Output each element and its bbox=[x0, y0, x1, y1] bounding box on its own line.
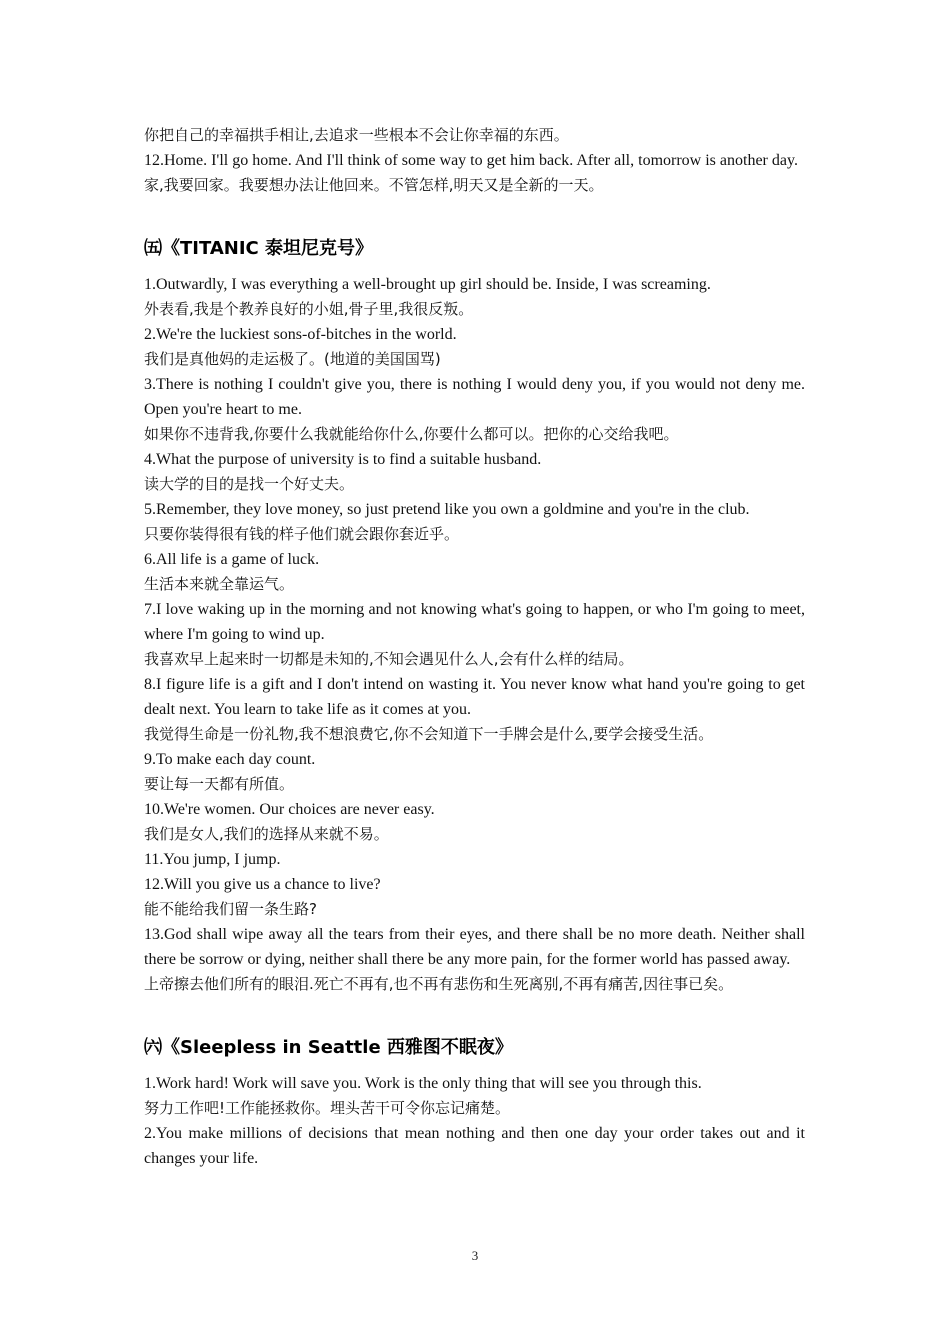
quote-chinese: 外表看,我是个教养良好的小姐,骨子里,我很反叛。 bbox=[144, 300, 474, 318]
paragraph: 12.Home. I'll go home. And I'll think of some way to get him back. After all, tomorrow is another day. bbox=[144, 152, 798, 169]
section-heading-titanic: ㈤《TITANIC 泰坦尼克号》 bbox=[144, 238, 374, 259]
quote-english: 3.There is nothing I couldn't give you, there is nothing I would deny you, if you would not deny me. Open you're heart to me. bbox=[144, 376, 805, 418]
quote-english: 9.To make each day count. bbox=[144, 751, 316, 768]
quote-chinese: 只要你装得很有钱的样子他们就会跟你套近乎。 bbox=[144, 525, 460, 543]
quote-english: 2.We're the luckiest sons-of-bitches in the world. bbox=[144, 326, 457, 343]
paragraph: 家,我要回家。我要想办法让他回来。不管怎样,明天又是全新的一天。 bbox=[144, 176, 604, 194]
section-sleepless-quotes bbox=[144, 1071, 805, 1171]
quote-english: 11.You jump, I jump. bbox=[144, 851, 281, 868]
quote-chinese: 要让每一天都有所值。 bbox=[144, 775, 295, 793]
quote-chinese: 我喜欢早上起来时一切都是未知的,不知会遇见什么人,会有什么样的结局。 bbox=[144, 650, 634, 668]
page-number: 3 bbox=[471, 1248, 479, 1263]
quote-english: 5.Remember, they love money, so just pretend like you own a goldmine and you're in the club. bbox=[144, 501, 750, 518]
quote-english: 10.We're women. Our choices are never easy. bbox=[144, 801, 435, 818]
quote-chinese: 能不能给我们留一条生路? bbox=[144, 900, 317, 918]
quote-chinese: 我觉得生命是一份礼物,我不想浪费它,你不会知道下一手牌会是什么,要学会接受生活。 bbox=[144, 725, 714, 743]
document-body bbox=[144, 123, 805, 1171]
quote-english: 8.I figure life is a gift and I don't intend on wasting it. You never know what hand you're going to get dealt next. You learn to take life as it comes at you. bbox=[144, 676, 805, 718]
top-block bbox=[144, 123, 805, 198]
quote-chinese: 努力工作吧!工作能拯救你。埋头苦干可令你忘记痛楚。 bbox=[144, 1099, 511, 1117]
quote-chinese: 上帝擦去他们所有的眼泪.死亡不再有,也不再有悲伤和生死离别,不再有痛苦,因往事已矣。 bbox=[144, 975, 734, 993]
section-heading-sleepless-in-seattle: ㈥《Sleepless in Seattle 西雅图不眠夜》 bbox=[144, 1037, 513, 1058]
section-titanic-quotes bbox=[144, 272, 805, 997]
quote-english: 2.You make millions of decisions that mean nothing and then one day your order takes out and it changes your life. bbox=[144, 1125, 805, 1167]
quote-chinese: 如果你不违背我,你要什么我就能给你什么,你要什么都可以。把你的心交给我吧。 bbox=[144, 425, 679, 443]
paragraph: 你把自己的幸福拱手相让,去追求一些根本不会让你幸福的东西。 bbox=[144, 126, 569, 144]
quote-chinese: 我们是真他妈的走运极了。(地道的美国国骂) bbox=[144, 350, 441, 368]
quote-english: 4.What the purpose of university is to find a suitable husband. bbox=[144, 451, 542, 468]
quote-chinese: 生活本来就全靠运气。 bbox=[144, 575, 295, 593]
quote-chinese: 我们是女人,我们的选择从来就不易。 bbox=[144, 825, 389, 843]
quote-english: 1.Work hard! Work will save you. Work is the only thing that will see you through this. bbox=[144, 1075, 702, 1092]
quote-english: 7.I love waking up in the morning and not knowing what's going to happen, or who I'm going to meet, where I'm going to wind up. bbox=[144, 601, 805, 643]
quote-english: 6.All life is a game of luck. bbox=[144, 551, 320, 568]
quote-english: 12.Will you give us a chance to live? bbox=[144, 876, 381, 893]
quote-english: 1.Outwardly, I was everything a well-brought up girl should be. Inside, I was screaming. bbox=[144, 276, 711, 293]
quote-english: 13.God shall wipe away all the tears from their eyes, and there shall be no more death. Neither shall there be sorrow or dying, neither shall there be any more pain, for the former world has passed away. bbox=[144, 926, 805, 968]
quote-chinese: 读大学的目的是找一个好丈夫。 bbox=[144, 475, 355, 493]
